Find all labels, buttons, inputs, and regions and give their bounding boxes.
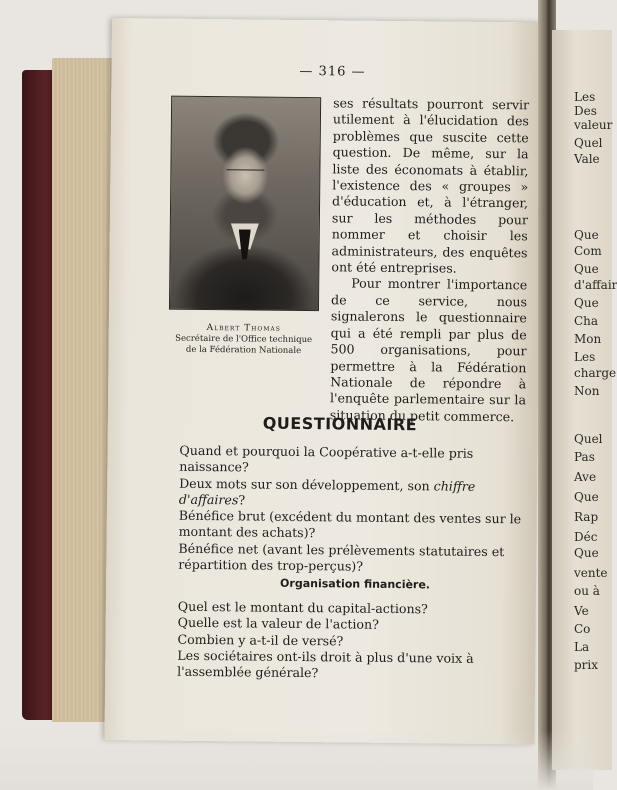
page-number: — 316 — [299,63,366,80]
right-page-fragment: Rap [574,510,599,524]
right-page-fragment: Vale [574,152,600,166]
question-4: Bénéfice net (avant les prélèvements statutaires et répartition des trop-perçus)? [178,540,505,574]
financial-question-4: Les sociétaires ont-ils droit à plus d'une voix à l'assemblée générale? [177,647,474,681]
right-page-fragment: Déc [574,530,598,544]
question-2-text: Deux mots sur son développement, son [179,475,434,493]
right-page-fragment: Pas [574,450,595,464]
caption-line-1: Secrétaire de l'Office technique [175,333,313,346]
right-page-fragment: Mon [574,332,602,346]
right-page-fragment: charge [574,366,617,380]
right-page-fragment: Com [574,244,602,258]
right-page-fragment: Ave [574,470,597,484]
right-page-fragment: vente [574,566,608,580]
paragraph-1: ses résultats pourront servir utilement à l'élucidation des problèmes que suscite cette question. De même, sur la liste des économats à établir, l'existence des « groupes » d'éducation et, à l'étranger, sur les méthodes pour nommer et choisir les administrateurs, des enquêtes ont été entreprises. [331,95,530,276]
financial-question-list [165,599,526,684]
portrait-photo [169,96,321,312]
caption-line-2: de la Fédération Nationale [185,344,302,356]
right-page-fragment: Cha [574,314,599,328]
financial-question-2: Quelle est la valeur de l'action? [177,615,380,633]
right-page-fragment: Quel [574,432,603,446]
question-3: Bénéfice brut (excédent du montant des ventes sur le montant des achats)? [178,507,522,541]
right-page-fragment: Que [574,228,599,242]
portrait-glasses [226,169,264,180]
page-content [104,18,542,744]
left-page [104,18,542,744]
question-list [166,443,527,577]
portrait-caption [158,323,328,358]
right-page-fragment: ou à [574,584,600,598]
bottom-shadow [0,730,593,790]
right-page-fragment: Que [574,262,599,276]
right-page-fragment: Les [574,90,596,104]
right-page-fragment: Quel [574,136,603,150]
right-page-fragment: Des [574,104,597,118]
right-page-fragment: La [574,640,590,654]
subsection-heading: Organisation financière. [280,576,431,592]
question-1: Quand et pourquoi la Coopérative a-t-elle pris naissance? [179,442,474,475]
right-page-fragment: Non [574,384,600,398]
right-page-fragment: Que [574,296,599,310]
financial-question-1: Quel est le montant du capital-actions? [177,598,428,617]
question-2-end: ? [238,492,246,508]
column-text [330,95,529,425]
right-page-fragment: Ve [574,604,589,618]
right-page-fragment: Que [574,546,599,560]
right-page-fragment: Co [574,622,591,636]
right-page-fragment: Les [574,350,596,364]
right-page-edge [552,30,617,770]
right-page-fragment: Que [574,490,599,504]
section-heading: QUESTIONNAIRE [262,413,418,435]
caption-name: Albert Thomas [206,323,281,334]
right-page-fragment: valeur [574,118,613,132]
financial-question-3: Combien y a-t-il de versé? [177,631,344,649]
right-page-fragment: d'affair [574,278,617,292]
right-page-fragment: prix [574,658,599,672]
question-2 [167,475,527,511]
paragraph-2: Pour montrer l'importance de ce service, nous signalerons le questionnaire qui a été rempli par plus de 500 organisations, pour permettre à la Fédération Nationale de répondre à l'enquête parlementaire sur la situation du petit commerce. [329,275,528,424]
question-2-italic: chiffre d'affaires [178,477,476,508]
